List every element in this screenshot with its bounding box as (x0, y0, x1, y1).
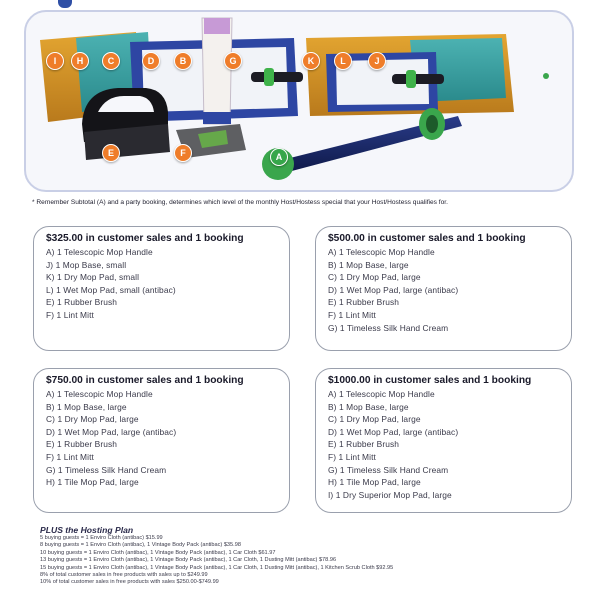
list-item: D) 1 Wet Mop Pad, large (antibac) (328, 284, 459, 295)
list-item: D) 1 Wet Mop Pad, large (antibac) (328, 426, 459, 437)
list-item: C) 1 Dry Mop Pad, large (328, 272, 421, 283)
list-item: F) 1 Lint Mitt (46, 309, 94, 320)
product-illustration (26, 12, 574, 192)
list-item: E) 1 Rubber Brush (46, 439, 118, 450)
list-item: A) 1 Telescopic Mop Handle (46, 247, 153, 257)
package-1000 (315, 368, 572, 513)
list-item: 15 buying guests = 1 Enviro Cloth (antibac), 1 Vintage Body Pack (antibac), 1 Car Cloth, 1 Dusting Mitt (antibac), 1 Kitchen Scrub Cloth $92.95 (40, 564, 394, 571)
list-item: H) 1 Tile Mop Pad, large (328, 477, 421, 488)
package-items (46, 388, 277, 489)
list-item: F) 1 Lint Mitt (46, 451, 94, 462)
package-title: $750.00 in customer sales and 1 booking (46, 375, 244, 386)
package-title: $1000.00 in customer sales and 1 booking (328, 375, 532, 386)
item-label-badge: J (368, 52, 386, 70)
list-item: C) 1 Dry Mop Pad, large (328, 414, 421, 425)
item-label-badge: K (302, 52, 320, 70)
item-label-badge: G (224, 52, 242, 70)
list-item: G) 1 Timeless Silk Hand Cream (328, 464, 449, 475)
package-500 (315, 226, 572, 351)
list-item: F) 1 Lint Mitt (328, 309, 376, 320)
list-item: 5 buying guests = 1 Enviro Cloth (antibac) $15.99 (40, 535, 163, 541)
item-label-badge: I (46, 52, 64, 70)
hosting-plan-title: PLUS the Hosting Plan (40, 525, 134, 535)
list-item: 10% of total customer sales in free products with sales $250.00-$749.99 (40, 579, 219, 586)
list-item: 10 buying guests = 1 Enviro Cloth (antibac), 1 Vintage Body Pack (antibac), 1 Car Cloth $61.97 (40, 549, 276, 556)
list-item: F) 1 Lint Mitt (328, 451, 376, 462)
list-item: B) 1 Mop Base, large (328, 401, 409, 412)
list-item: G) 1 Timeless Silk Hand Cream (46, 464, 167, 475)
list-item: A) 1 Telescopic Mop Handle (328, 389, 435, 399)
item-label-badge: A (270, 148, 288, 166)
list-item: J) 1 Mop Base, small (46, 259, 127, 270)
package-items (46, 246, 277, 322)
list-item: 13 buying guests = 1 Enviro Cloth (antibac), 1 Vintage Body Pack (antibac), 1 Car Cloth, 1 Dusting Mitt (antibac) $78.96 (40, 557, 337, 564)
list-item: E) 1 Rubber Brush (46, 297, 118, 308)
list-item: K) 1 Dry Mop Pad, small (46, 272, 140, 283)
list-item: A) 1 Telescopic Mop Handle (328, 247, 435, 257)
package-750 (33, 368, 290, 513)
host-special-note: * Remember Subtotal (A) and a party booking, determines which level of the monthly Host/Hostess special that your Host/Hostess qualifies for. (32, 199, 448, 206)
package-title: $500.00 in customer sales and 1 booking (328, 233, 526, 244)
item-label-badge: F (174, 144, 192, 162)
product-hero-image (24, 10, 574, 192)
hosting-plan (40, 525, 580, 587)
list-item: C) 1 Dry Mop Pad, large (46, 414, 139, 425)
list-item: B) 1 Mop Base, large (46, 401, 127, 412)
item-label-badge: H (71, 52, 89, 70)
list-item: A) 1 Telescopic Mop Handle (46, 389, 153, 399)
list-item: 8 buying guests = 1 Enviro Cloth (antibac), 1 Vintage Body Pack (antibac) $35.98 (40, 542, 241, 549)
package-title: $325.00 in customer sales and 1 booking (46, 233, 244, 244)
list-item: I) 1 Dry Superior Mop Pad, large (328, 489, 452, 500)
list-item: E) 1 Rubber Brush (328, 439, 400, 450)
package-325 (33, 226, 290, 351)
item-label-badge: L (334, 52, 352, 70)
list-item: D) 1 Wet Mop Pad, large (antibac) (46, 426, 177, 437)
list-item: 8% of total customer sales in free products with sales up to $249.99 (40, 572, 208, 579)
list-item: E) 1 Rubber Brush (328, 297, 400, 308)
hosting-plan-list (40, 535, 580, 587)
list-item: G) 1 Timeless Silk Hand Cream (328, 322, 449, 333)
list-item: L) 1 Wet Mop Pad, small (antibac) (46, 284, 176, 295)
item-label-badge: E (102, 144, 120, 162)
item-label-badge: D (142, 52, 160, 70)
list-item: H) 1 Tile Mop Pad, large (46, 477, 139, 488)
item-label-badge: B (174, 52, 192, 70)
package-items (328, 388, 559, 501)
package-items (328, 246, 559, 334)
header-accent (58, 0, 72, 8)
item-label-badge: C (102, 52, 120, 70)
list-item: B) 1 Mop Base, large (328, 259, 409, 270)
